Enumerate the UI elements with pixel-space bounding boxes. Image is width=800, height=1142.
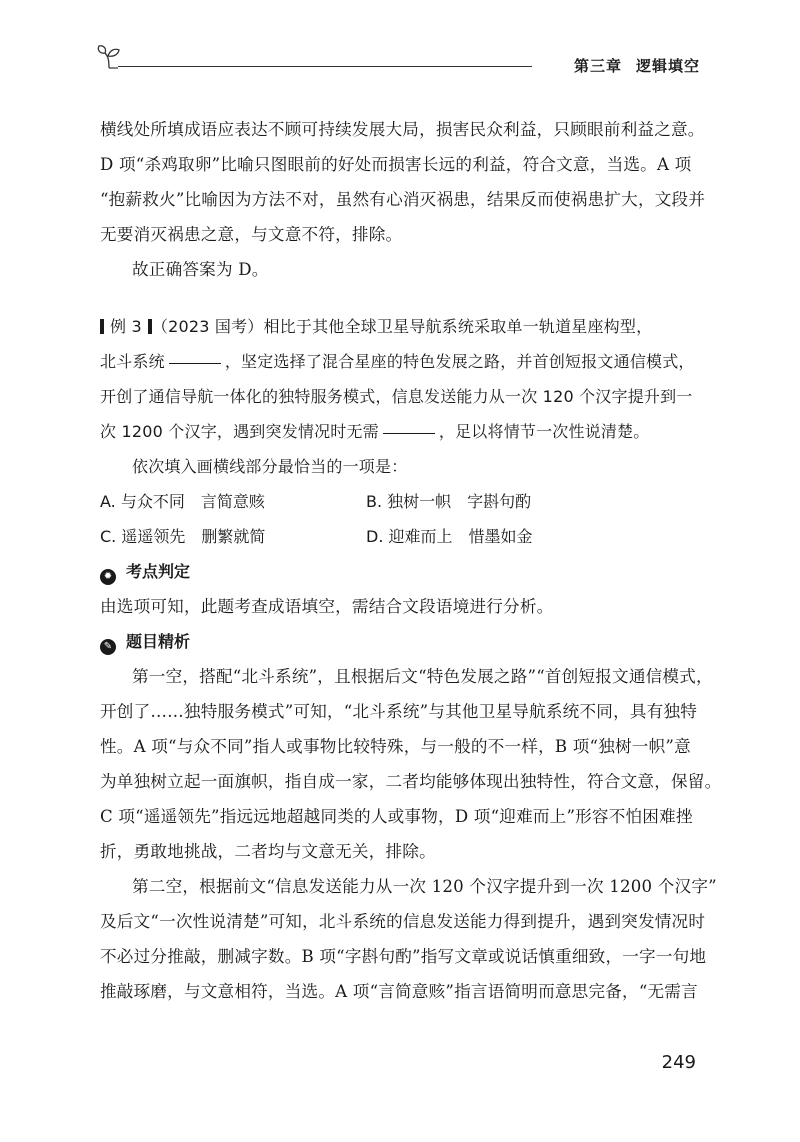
fill-blank-2 [383, 432, 435, 434]
text-line: 第二空，根据前文“信息发送能力从一次 120 个汉字提升到一次 1200 个汉字” [132, 877, 717, 896]
text-line: “抱薪救火”比喻因为方法不对，虽然有心消灭祸患，结果反而使祸患扩大，文段并 [100, 190, 706, 209]
text-line: 折，勇敢地挑战，二者均与文意无关，排除。 [100, 842, 436, 861]
page-header [96, 40, 700, 80]
example-text: ，坚定选择了混合星座的特色发展之路，并首创短报文通信模式， [224, 352, 695, 371]
text-line: 开创了……独特服务模式”可知，“北斗系统”与其他卫星导航系统不同，具有独特 [100, 702, 698, 721]
chapter-title: 逻辑填空 [635, 57, 700, 75]
example-text: 次 1200 个汉字，遇到突发情况时无需 [100, 422, 379, 441]
option-a: A. 与众不同 言简意赅 [100, 492, 265, 511]
text-line: 不必过分推敲，删减字数。B 项“字斟句酌”指写文章或说话慎重细致，一字一句地 [100, 947, 707, 966]
text-line: 无要消灭祸患之意，与文意不符，排除。 [100, 225, 403, 244]
text-line: 性。A 项“与众不同”指人或事物比较特殊，与一般的不一样，B 项“独树一帜”意 [100, 737, 691, 756]
page-body [100, 112, 722, 1009]
question-line: 依次填入画横线部分最恰当的一项是： [132, 457, 408, 476]
text-line: D 项“杀鸡取卵”比喻只图眼前的好处而损害长远的利益，符合文意，当选。A 项 [100, 155, 692, 174]
section-jingxi-heading [100, 624, 698, 659]
section-title: 考点判定 [126, 562, 191, 581]
page-number: 249 [661, 1052, 696, 1073]
section-kaodian-heading [100, 554, 698, 589]
example-text: 北斗系统 [100, 352, 165, 371]
example-line [100, 344, 698, 379]
example-marker-left [100, 319, 104, 334]
text-line: 为单独树立起一面旗帜，指自成一家，二者均能够体现出独特性，符合文意，保留。 [100, 772, 722, 791]
answer-line: 故正确答案为 D。 [132, 260, 269, 279]
answer-options [100, 484, 698, 554]
example-text: （2023 国考）相比于其他全球卫星导航系统采取单一轨道星座构型， [151, 317, 653, 336]
example-label: 例 3 [110, 317, 142, 336]
fill-blank-1 [169, 362, 221, 364]
example-line: 开创了通信导航一体化的独特服务模式，信息发送能力从一次 120 个汉字提升到一 [100, 387, 693, 406]
section-title: 题目精析 [126, 632, 191, 651]
example-line [100, 309, 698, 344]
text-line: 由选项可知，此题考查成语填空，需结合文段语境进行分析。 [100, 597, 554, 616]
example-line [100, 414, 698, 449]
text-line: 及后文“一次性说清楚”可知，北斗系统的信息发送能力得到提升，遇到突发情况时 [100, 912, 706, 931]
option-c: C. 遥遥领先 删繁就简 [100, 527, 266, 546]
header-rule [118, 66, 532, 67]
analysis-icon: ✎ [100, 639, 116, 655]
text-line: C 项“遥遥领先”指远远地超越同类的人或事物，D 项“迎难而上”形容不怕困难挫 [100, 807, 693, 826]
option-b: B. 独树一帜 字斟句酌 [366, 492, 532, 511]
text-line: 横线处所填成语应表达不顾可持续发展大局，损害民众利益，只顾眼前利益之意。 [100, 120, 705, 139]
text-line: 第一空，搭配“北斗系统”，且根据后文“特色发展之路”“首创短报文通信模式， [132, 667, 713, 686]
sprout-icon [96, 42, 126, 72]
example-text: ，足以将情节一次性说清楚。 [438, 422, 650, 441]
chapter-heading [574, 55, 700, 76]
chapter-number: 第三章 [573, 57, 622, 75]
option-d: D. 迎难而上 惜墨如金 [366, 527, 533, 546]
text-line: 推敲琢磨，与文意相符，当选。A 项“言简意赅”指言语简明而意思完备，“无需言 [100, 982, 698, 1001]
gear-icon: ✹ [100, 569, 116, 585]
